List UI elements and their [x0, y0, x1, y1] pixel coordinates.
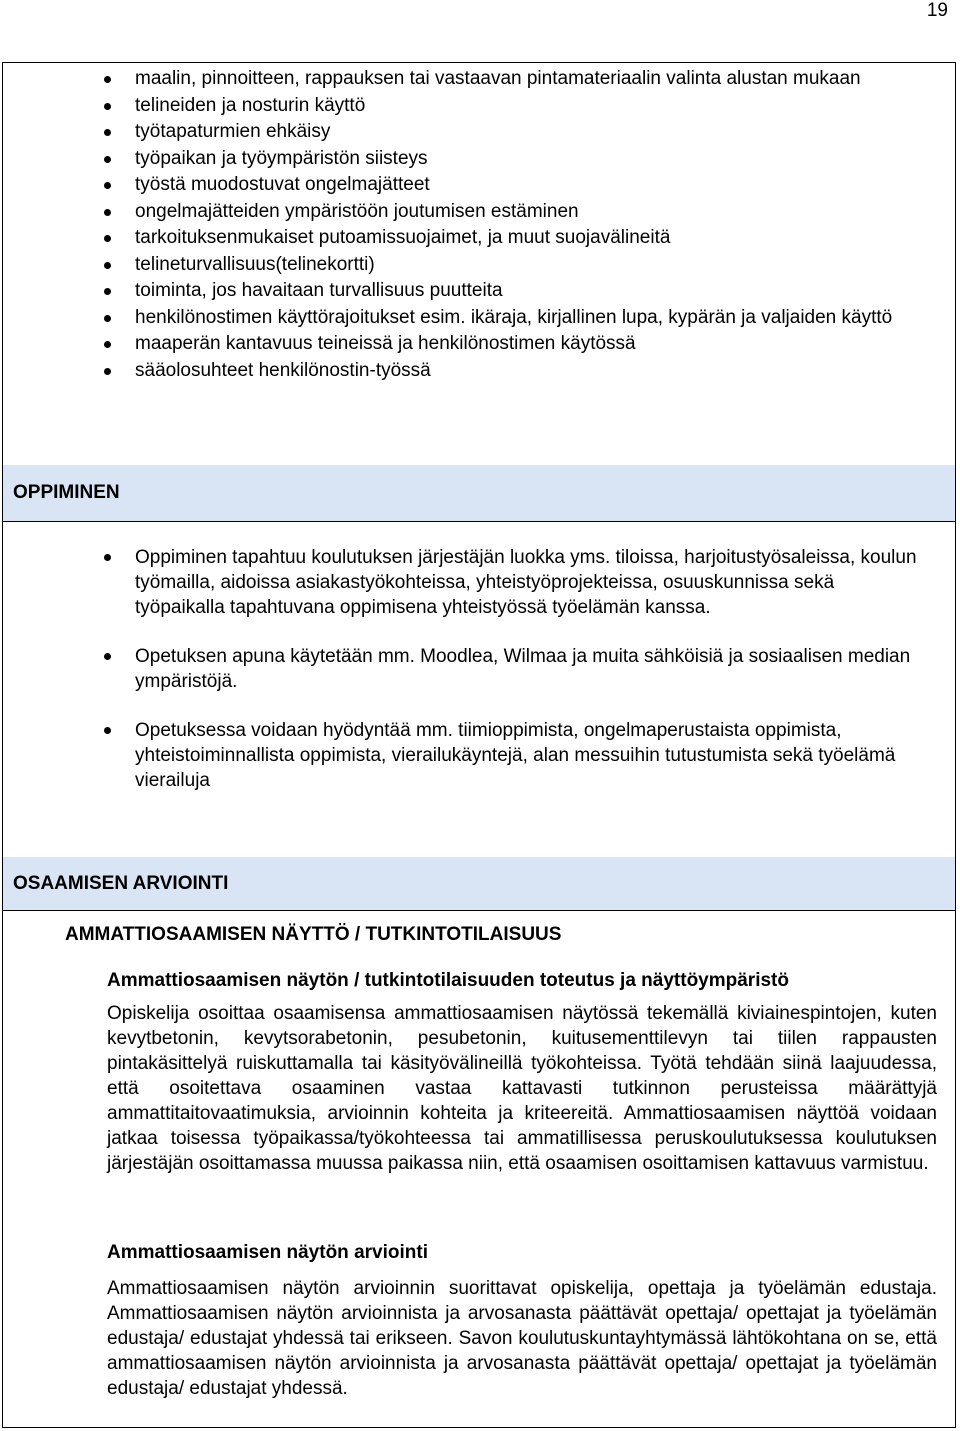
list-item: työpaikan ja työympäristön siisteys — [3, 146, 955, 173]
safety-topics-section — [3, 63, 955, 466]
toteutus-text: Opiskelija osoittaa osaamisensa ammattiosaamisen näytössä tekemällä kiviainespintojen, kuten kevytbetonin, kevytsorabetonin, pesubetonin, kuitusementtilevyn tai tiilen rappausten pintakäsittelyä ruiskuttamalla tai käsityövälineillä työkohteissa. Työtä tehdään siinä laajuudessa, että osoitettava osaaminen vastaa kattavasti tutkinnon perusteissa määrättyjä ammattitaitovaatimuksia, arvioinnin kohteita ja kriteereitä. Ammattiosaamisen näyttöä voidaan jatkaa toisessa työpaikassa/työkohteessa tai ammatillisessa peruskoulutuksessa koulutuksen järjestäjän osoittamassa muussa paikassa niin, että osaamisen osoittamisen kattavuus varmistuu. — [107, 1003, 937, 1174]
list-item: tarkoituksenmukaiset putoamissuojaimet, ja muut suojavälineitä — [3, 225, 955, 252]
arviointi-text: Ammattiosaamisen näytön arvioinnin suorittavat opiskelija, opettaja ja työelämän edustaja. Ammattiosaamisen näytön arvioinnista ja arvosanasta päättävät opettaja/ opettajat ja työelämän edustaja/ edustajat yhdessä tai erikseen. Savon koulutuskuntayhtymässä lähtökohtana on se, että ammattiosaamisen näytön arvioinnista ja arvosanasta päättävät opettaja/ opettajat ja työelämän edustaja/ edustajat yhdessä. — [107, 1278, 937, 1399]
list-item: ongelmajätteiden ympäristöön joutumisen estäminen — [3, 199, 955, 226]
safety-topics-list — [3, 66, 955, 384]
arviointi-title: Ammattiosaamisen näytön arviointi — [107, 1242, 428, 1263]
list-item: henkilönostimen käyttörajoitukset esim. ikäraja, kirjallinen lupa, kypärän ja valjaiden käyttö — [3, 305, 955, 332]
naytto-subheading: AMMATTIOSAAMISEN NÄYTTÖ / TUTKINTOTILAISUUS — [65, 924, 562, 945]
list-item: sääolosuhteet henkilönostin-työssä — [3, 358, 955, 385]
page-number: 19 — [926, 0, 948, 21]
list-item: telineiden ja nosturin käyttö — [3, 93, 955, 120]
arviointi-section — [3, 911, 955, 1427]
oppiminen-section — [3, 522, 955, 858]
list-item: työtapaturmien ehkäisy — [3, 119, 955, 146]
list-item: Oppiminen tapahtuu koulutuksen järjestäjän luokka yms. tiloissa, harjoitustyösaleissa, koulun työmailla, aidoissa asiakastyökohteissa, yhteistyöprojekteissa, osuuskunnissa sekä työpaikalla tapahtuvana oppimisena yhteistyössä työelämän kanssa. — [3, 545, 955, 620]
oppiminen-heading: OPPIMINEN — [3, 465, 955, 522]
content-frame — [2, 62, 956, 1428]
list-item: toiminta, jos havaitaan turvallisuus puutteita — [3, 278, 955, 305]
list-item: maaperän kantavuus teineissä ja henkilönostimen käytössä — [3, 331, 955, 358]
list-item: työstä muodostuvat ongelmajätteet — [3, 172, 955, 199]
list-item: Opetuksessa voidaan hyödyntää mm. tiimioppimista, ongelmaperustaista oppimista, yhteistoiminnallista oppimista, vierailukäyntejä, alan messuihin tutustumista sekä työelämä vierailuja — [3, 718, 955, 793]
arviointi-heading: OSAAMISEN ARVIOINTI — [3, 857, 955, 911]
oppiminen-list — [3, 545, 955, 817]
list-item: telineturvallisuus(telinekortti) — [3, 252, 955, 279]
toteutus-title: Ammattiosaamisen näytön / tutkintotilaisuuden toteutus ja näyttöympäristö — [107, 970, 789, 991]
list-item: maalin, pinnoitteen, rappauksen tai vastaavan pintamateriaalin valinta alustan mukaan — [3, 66, 955, 93]
list-item: Opetuksen apuna käytetään mm. Moodlea, Wilmaa ja muita sähköisiä ja sosiaalisen median ympäristöjä. — [3, 644, 955, 694]
